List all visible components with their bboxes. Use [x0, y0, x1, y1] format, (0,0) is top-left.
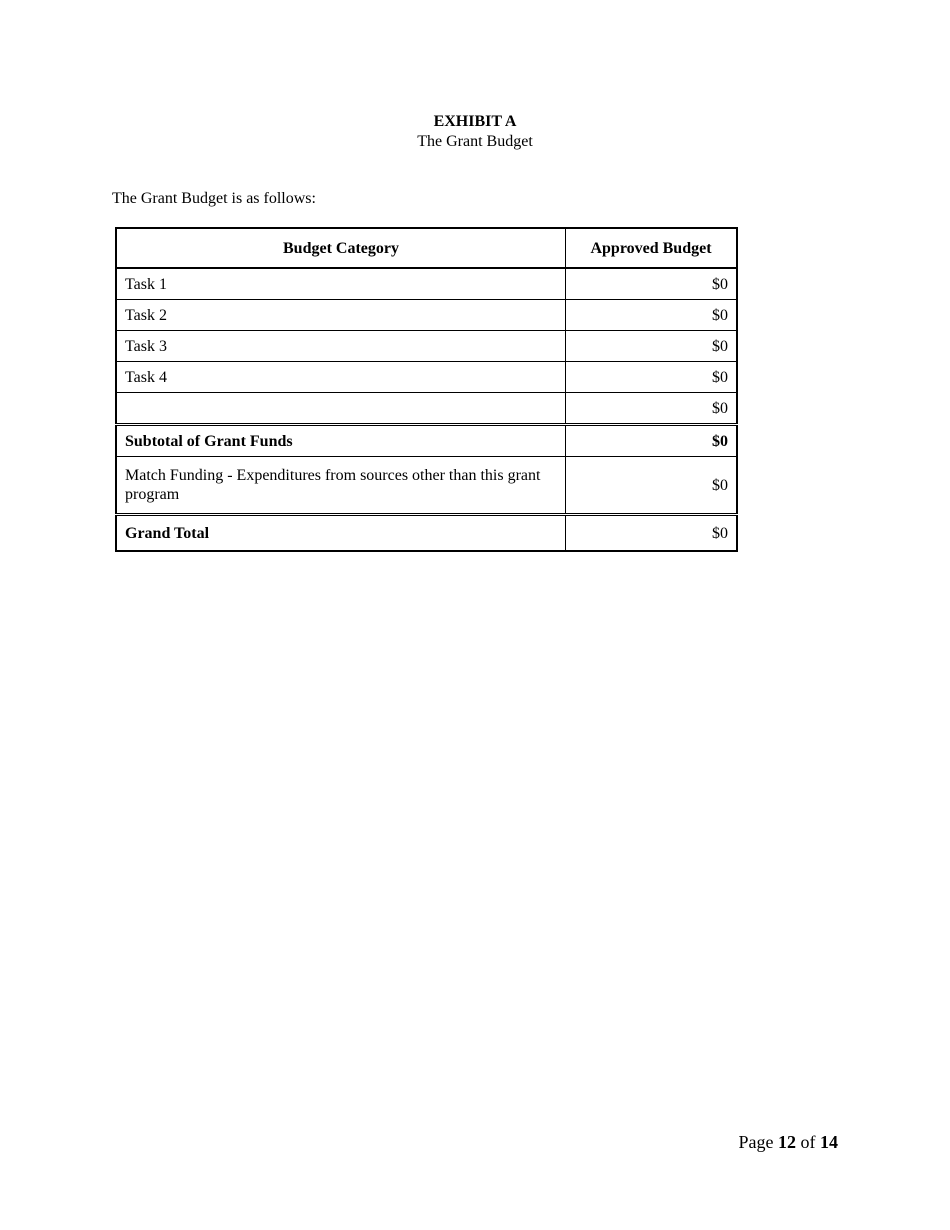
table-row — [116, 393, 737, 425]
row-amount: $0 — [566, 268, 738, 300]
row-category — [116, 393, 566, 425]
budget-table — [115, 227, 738, 552]
row-amount: $0 — [566, 300, 738, 331]
row-category: Task 3 — [116, 331, 566, 362]
grand-total-row — [116, 515, 737, 552]
page-number — [739, 1131, 839, 1153]
table-row — [116, 268, 737, 300]
row-amount: $0 — [566, 393, 738, 425]
intro-text: The Grant Budget is as follows: — [112, 190, 316, 207]
table-row — [116, 362, 737, 393]
row-category: Task 4 — [116, 362, 566, 393]
header-approved-budget: Approved Budget — [566, 228, 738, 268]
subtotal-label: Subtotal of Grant Funds — [116, 425, 566, 457]
row-category: Task 1 — [116, 268, 566, 300]
row-category: Task 2 — [116, 300, 566, 331]
match-funding-label: Match Funding - Expenditures from sources other than this grant program — [116, 457, 566, 515]
match-funding-amount: $0 — [566, 457, 738, 515]
grand-total-label: Grand Total — [116, 515, 566, 552]
subtotal-row — [116, 425, 737, 457]
subtotal-amount: $0 — [566, 425, 738, 457]
exhibit-heading — [0, 112, 950, 152]
header-budget-category: Budget Category — [116, 228, 566, 268]
row-amount: $0 — [566, 331, 738, 362]
page-prefix: Page — [738, 1132, 774, 1152]
match-funding-row — [116, 457, 737, 515]
page-total: 14 — [820, 1132, 838, 1152]
page-of: of — [800, 1132, 816, 1152]
table-row — [116, 331, 737, 362]
grand-total-amount: $0 — [566, 515, 738, 552]
table-header-row — [116, 228, 737, 268]
page-current: 12 — [778, 1132, 796, 1152]
exhibit-subtitle: The Grant Budget — [417, 133, 533, 150]
row-amount: $0 — [566, 362, 738, 393]
table-row — [116, 300, 737, 331]
exhibit-title: EXHIBIT A — [433, 113, 517, 130]
